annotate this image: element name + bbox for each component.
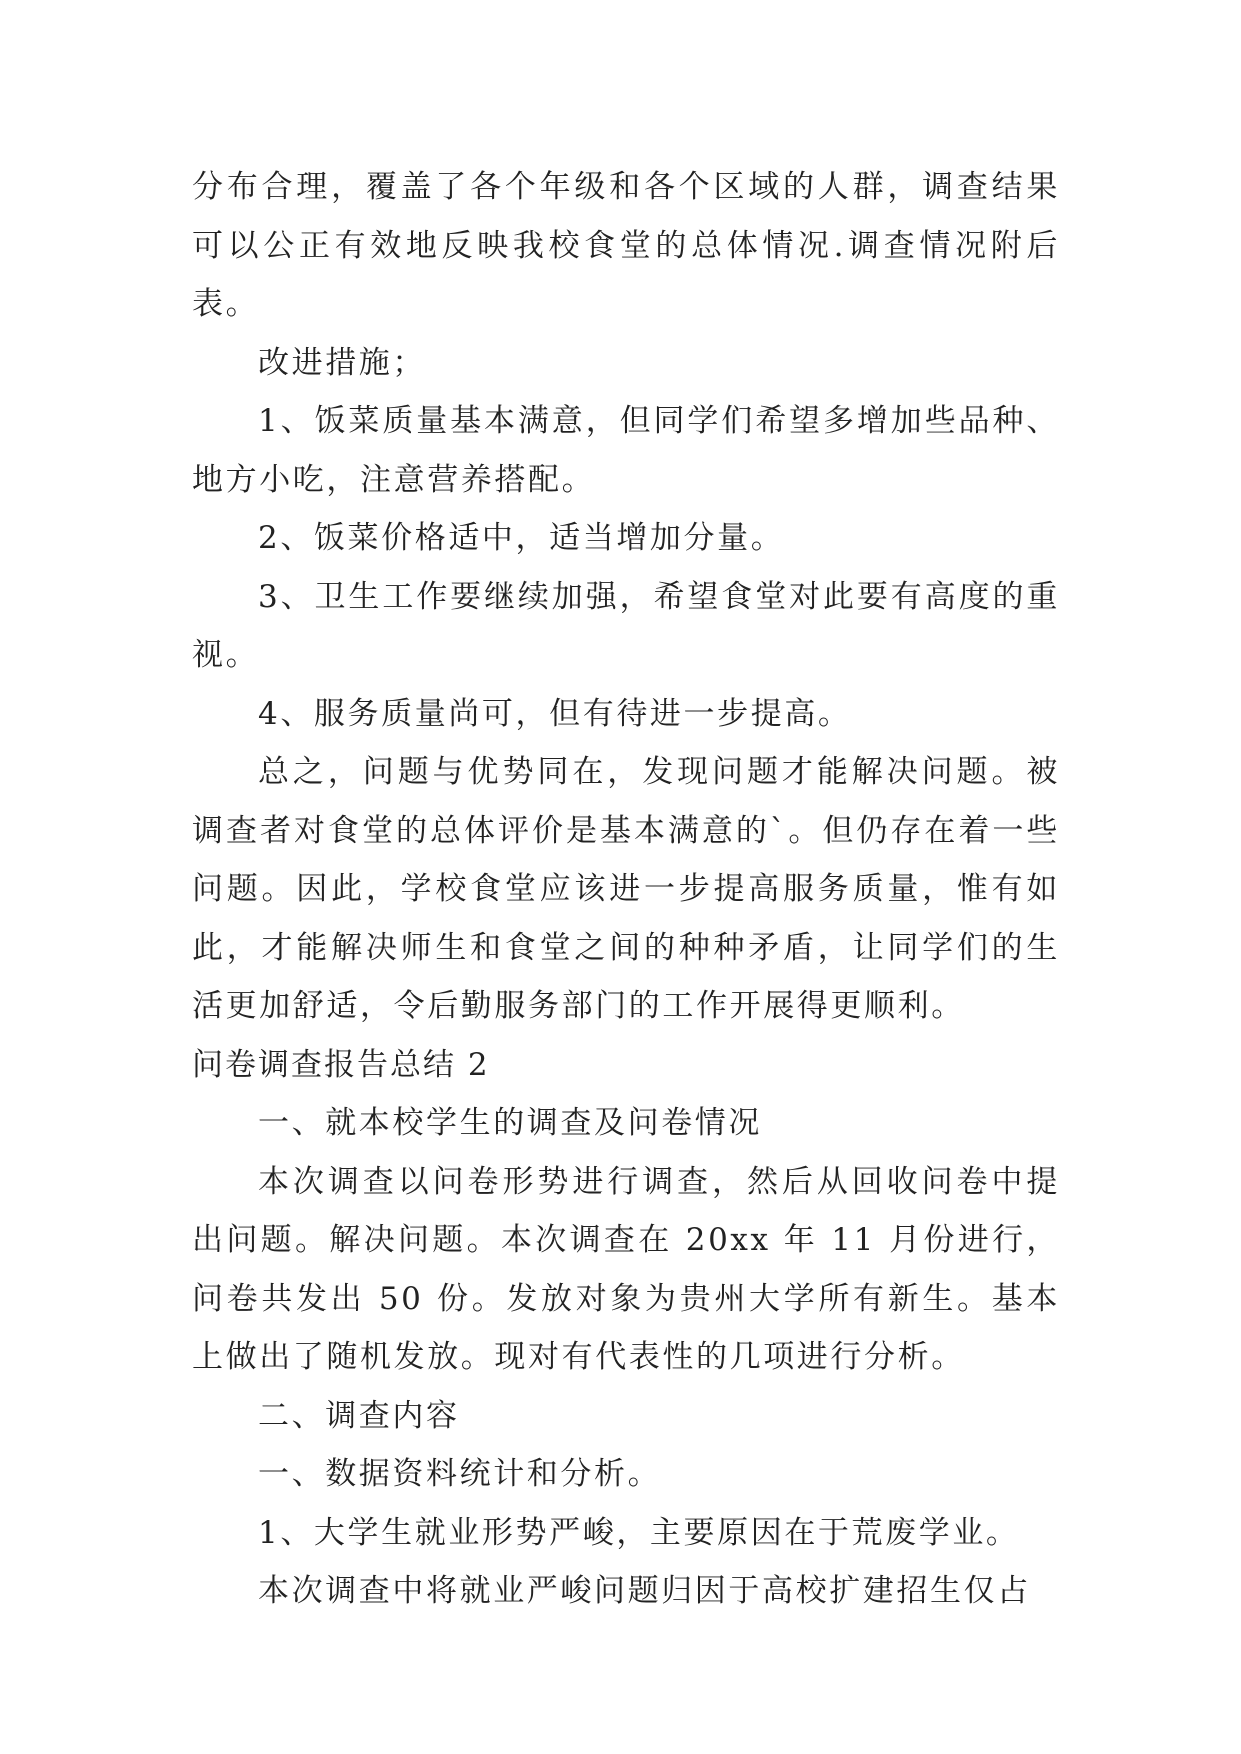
list-item: 1、饭菜质量基本满意，但同学们希望多增加些品种、地方小吃，注意营养搭配。 <box>192 403 1060 498</box>
document-body <box>192 158 1060 1621</box>
list-item: 3、卫生工作要继续加强，希望食堂对此要有高度的重视。 <box>192 578 1060 673</box>
subsection-title: 二、调查内容 <box>258 1397 460 1434</box>
paragraph: 本次调查中将就业严峻问题归因于高校扩建招生仅占 <box>258 1573 1031 1609</box>
section-title: 问卷调查报告总结 2 <box>192 1046 490 1083</box>
list-item: 1、大学生就业形势严峻，主要原因在于荒废学业。 <box>258 1514 1020 1551</box>
subsection-title: 一、就本校学生的调查及问卷情况 <box>258 1105 762 1141</box>
paragraph: 分布合理，覆盖了各个年级和各个区域的人群，调查结果可以公正有效地反映我校食堂的总体情况.调查情况附后表。 <box>192 169 1060 322</box>
paragraph: 改进措施； <box>258 344 426 381</box>
list-item: 4、服务质量尚可，但有待进一步提高。 <box>258 695 852 732</box>
subsection-title: 一、数据资料统计和分析。 <box>258 1456 662 1492</box>
paragraph: 本次调查以问卷形势进行调查，然后从回收问卷中提出问题。解决问题。本次调查在 20xx 年 11 月份进行，问卷共发出 50 份。发放对象为贵州大学所有新生。基本上做出了随机发放。现对有代表性的几项进行分析。 <box>192 1163 1060 1375</box>
paragraph: 总之，问题与优势同在，发现问题才能解决问题。被调查者对食堂的总体评价是基本满意的`。但仍存在着一些问题。因此，学校食堂应该进一步提高服务质量，惟有如此，才能解决师生和食堂之间的种种矛盾，让同学们的生活更加舒适，令后勤服务部门的工作开展得更顺利。 <box>192 754 1060 1024</box>
list-item: 2、饭菜价格适中，适当增加分量。 <box>258 520 785 556</box>
